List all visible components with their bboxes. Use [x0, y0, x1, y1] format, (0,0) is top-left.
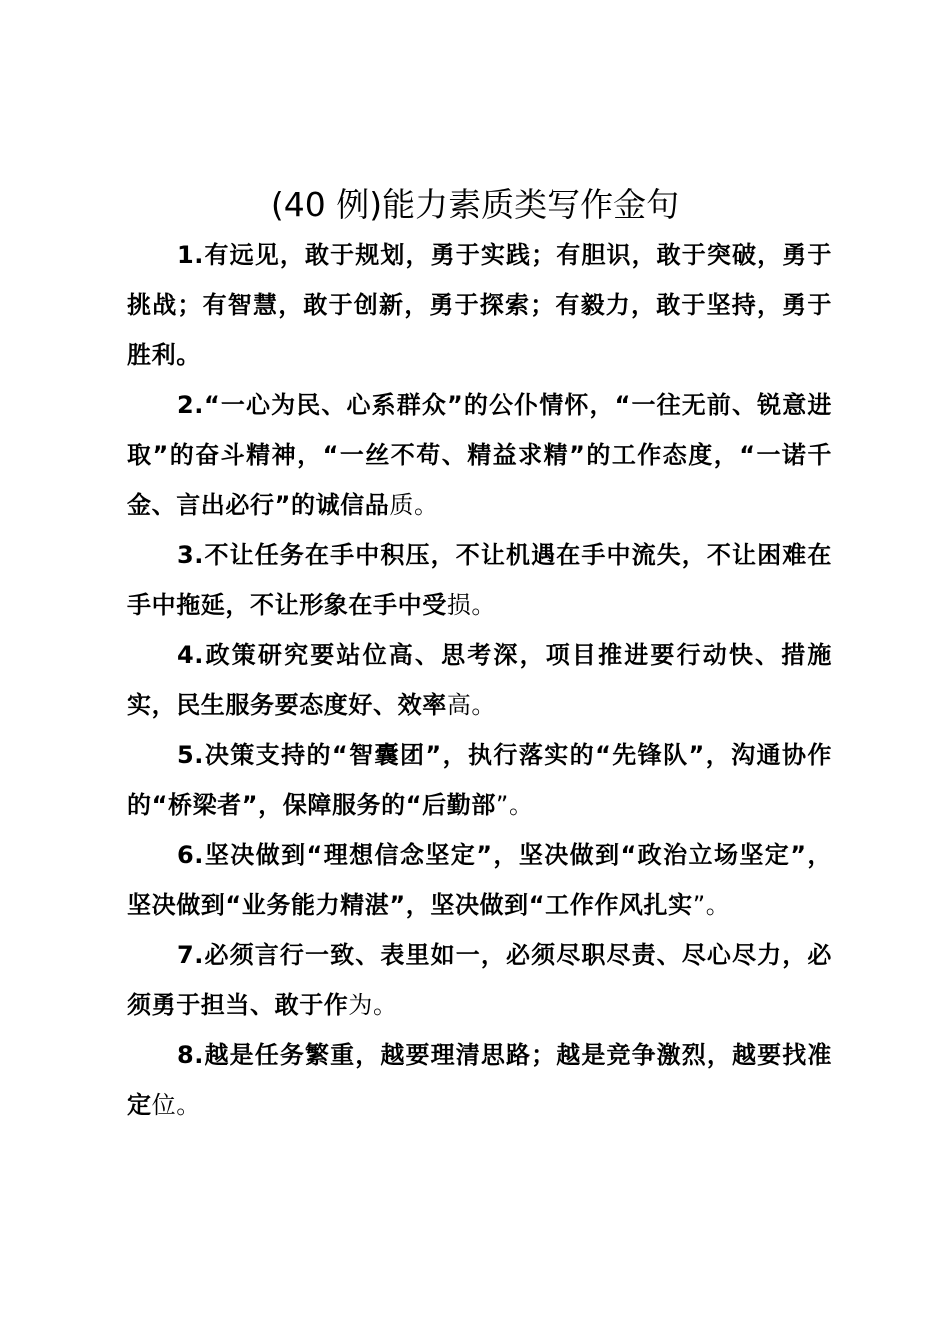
item-text-end: 损。: [446, 591, 497, 619]
item-text: 3.不让任务在手中积压，不让机遇在手中流失，不让困难在手中拖延，不让形象在手中受: [127, 541, 832, 619]
item-text: 4.政策研究要站位高、思考深，项目推进要行动快、措施实，民生服务要态度好、效率: [127, 641, 832, 719]
document-title: (40 例)能力素质类写作金句: [270, 185, 680, 224]
list-item: [127, 730, 832, 830]
item-text-end: 质。: [389, 491, 439, 519]
item-text-end: 为。: [348, 991, 398, 1019]
item-text: 5.决策支持的“智囊团”，执行落实的“先锋队”，沟通协作的“桥梁者”，保障服务的“后勤部: [127, 741, 832, 819]
item-text-end: 高。: [446, 691, 497, 719]
list-item: [127, 230, 832, 380]
list-item: [127, 830, 832, 930]
list-item: [127, 930, 832, 1030]
item-text-end: ”。: [692, 891, 731, 919]
list-item: [127, 530, 832, 630]
item-text: 8.越是任务繁重，越要理清思路；越是竞争激烈，越要找准定: [127, 1041, 832, 1119]
list-item: [127, 630, 832, 730]
item-text-end: ”。: [495, 791, 534, 819]
list-item: [127, 1030, 832, 1130]
item-text: 7.必须言行一致、表里如一，必须尽职尽责、尽心尽力，必须勇于担当、敢于作: [127, 941, 832, 1019]
item-text: 1.有远见，敢于规划，勇于实践；有胆识，敢于突破，勇于挑战；有智慧，敢于创新，勇于探索；有毅力，敢于坚持，勇于胜利。: [127, 241, 832, 369]
item-text: 2.“一心为民、心系群众”的公仆情怀，“一往无前、锐意进取”的奋斗精神，“一丝不苟、精益求精”的工作态度，“一诺千金、言出必行”的诚信品: [127, 391, 832, 519]
item-text: 6.坚决做到“理想信念坚定”，坚决做到“政治立场坚定”，坚决做到“业务能力精湛”，坚决做到“工作作风扎实: [127, 841, 832, 919]
list-item: [127, 380, 832, 530]
item-list: [127, 230, 832, 1130]
item-text-end: 位。: [151, 1091, 201, 1119]
